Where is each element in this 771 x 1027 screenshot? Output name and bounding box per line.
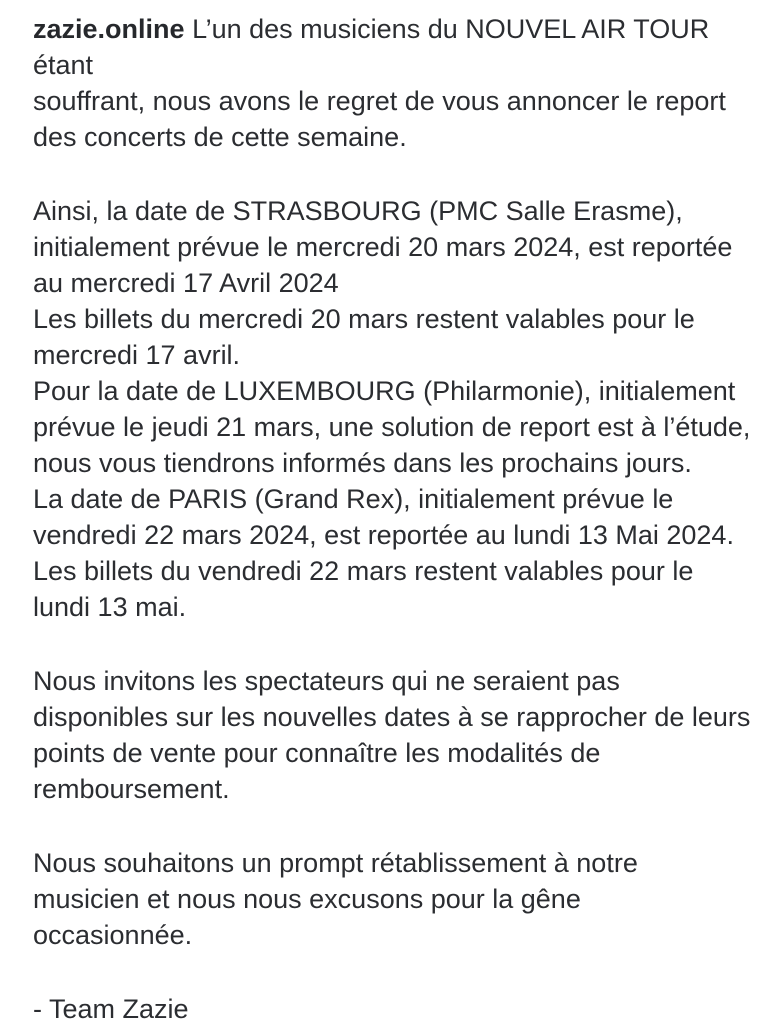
caption-paragraph [33, 845, 753, 953]
caption-line: points de vente pour connaître les modalités de [33, 738, 601, 768]
caption-line: Nous invitons les spectateurs qui ne seraient pas [33, 666, 620, 696]
caption-line: occasionnée. [33, 920, 193, 950]
caption-line: - Team Zazie [33, 994, 189, 1024]
caption-line: au mercredi 17 Avril 2024 [33, 268, 339, 298]
caption-paragraph [33, 11, 753, 155]
caption [33, 11, 753, 1027]
caption-line: disponibles sur les nouvelles dates à se rapprocher de leurs [33, 702, 751, 732]
caption-line: initialement prévue le mercredi 20 mars 2024, est reportée [33, 232, 733, 262]
caption-line: des concerts de cette semaine. [33, 122, 407, 152]
caption-line: Les billets du mercredi 20 mars restent valables pour le [33, 304, 695, 334]
caption-line: souffrant, nous avons le regret de vous annoncer le report [33, 86, 726, 116]
caption-line: prévue le jeudi 21 mars, une solution de report est à l’étude, [33, 412, 751, 442]
caption-paragraph [33, 193, 753, 625]
caption-line: Ainsi, la date de STRASBOURG (PMC Salle Erasme), [33, 196, 683, 226]
caption-line: Les billets du vendredi 22 mars restent valables pour le [33, 556, 694, 586]
caption-line: L’un des musiciens du NOUVEL AIR TOUR étant [33, 14, 710, 80]
caption-paragraph [33, 663, 753, 807]
caption-line: La date de PARIS (Grand Rex), initialement prévue le [33, 484, 674, 514]
caption-paragraph [33, 991, 753, 1027]
caption-line: Nous souhaitons un prompt rétablissement à notre [33, 848, 638, 878]
caption-line: nous vous tiendrons informés dans les prochains jours. [33, 448, 692, 478]
username-link[interactable]: zazie.online [33, 14, 185, 44]
caption-line: remboursement. [33, 774, 230, 804]
caption-line: Pour la date de LUXEMBOURG (Philarmonie), initialement [33, 376, 736, 406]
caption-line: musicien et nous nous excusons pour la gêne [33, 884, 581, 914]
caption-line: lundi 13 mai. [33, 592, 187, 622]
caption-line: vendredi 22 mars 2024, est reportée au lundi 13 Mai 2024. [33, 520, 734, 550]
caption-line: mercredi 17 avril. [33, 340, 241, 370]
